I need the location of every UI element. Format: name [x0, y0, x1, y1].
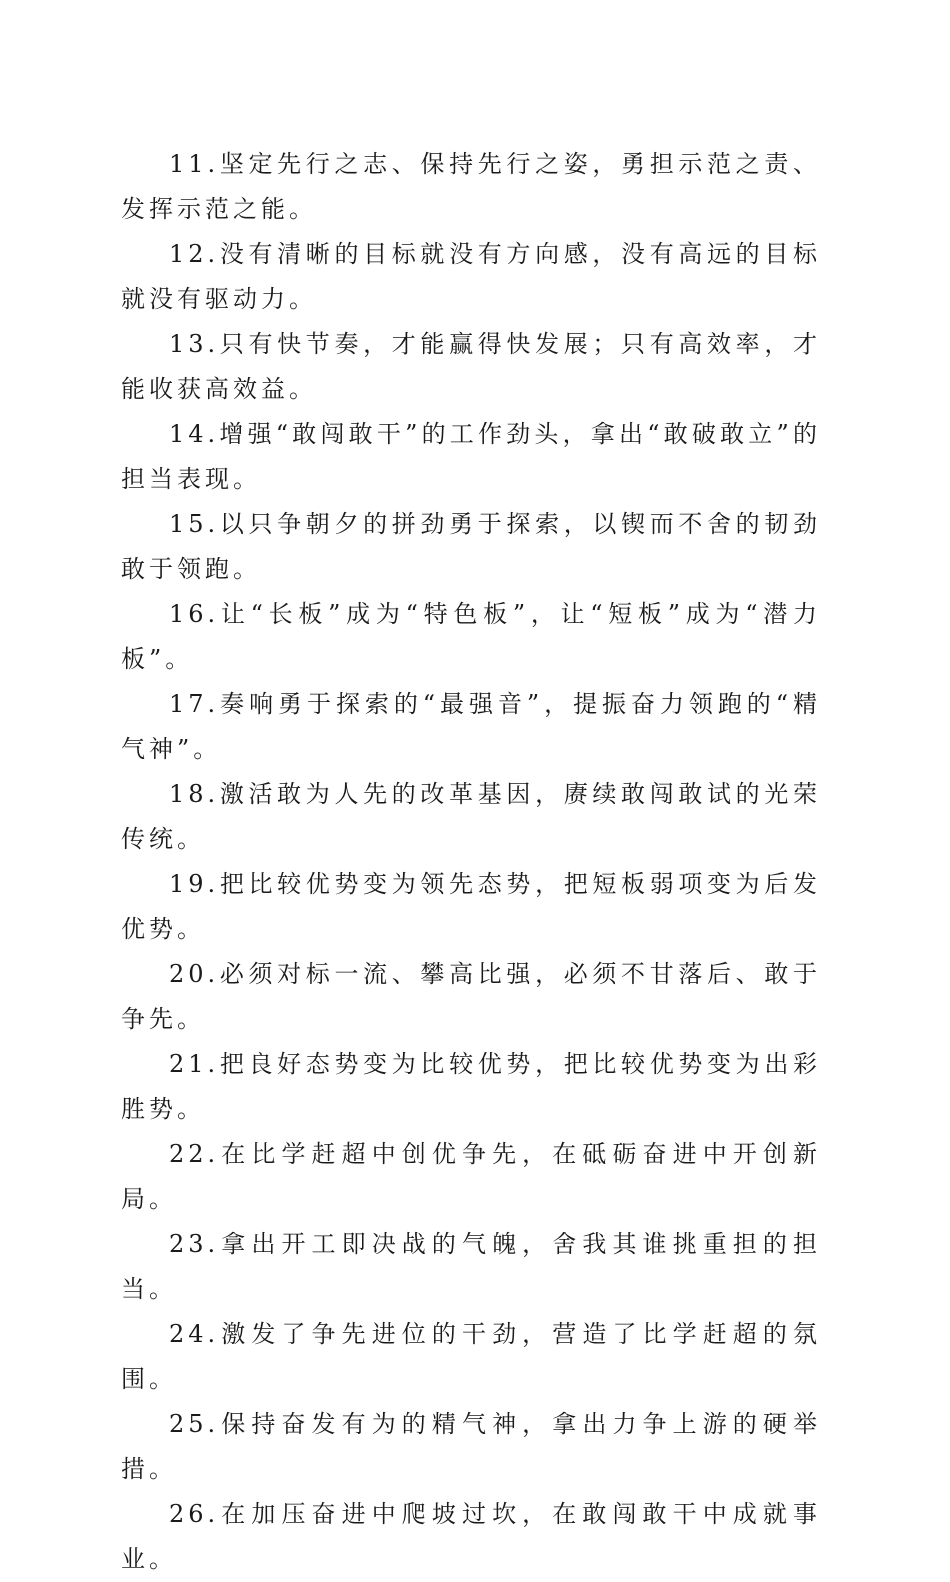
list-item: 16.让“长板”成为“特色板”，让“短板”成为“潜力板”。	[121, 600, 821, 673]
list-item: 20.必须对标一流、攀高比强，必须不甘落后、敢于争先。	[121, 960, 821, 1033]
list-item: 11.坚定先行之志、保持先行之姿，勇担示范之责、发挥示范之能。	[121, 150, 821, 223]
list-item: 21.把良好态势变为比较优势，把比较优势变为出彩胜势。	[121, 1050, 821, 1123]
list-item: 14.增强“敢闯敢干”的工作劲头，拿出“敢破敢立”的担当表现。	[121, 420, 821, 493]
list-item: 13.只有快节奏，才能赢得快发展；只有高效率，才能收获高效益。	[121, 330, 821, 403]
list-item: 19.把比较优势变为领先态势，把短板弱项变为后发优势。	[121, 870, 821, 943]
list-item: 25.保持奋发有为的精气神，拿出力争上游的硬举措。	[121, 1410, 821, 1483]
list-item: 15.以只争朝夕的拼劲勇于探索，以锲而不舍的韧劲敢于领跑。	[121, 510, 821, 583]
list-item: 17.奏响勇于探索的“最强音”，提振奋力领跑的“精气神”。	[121, 690, 821, 763]
list-item: 24.激发了争先进位的干劲，营造了比学赶超的氛围。	[121, 1320, 821, 1393]
list-item: 23.拿出开工即决战的气魄，舍我其谁挑重担的担当。	[121, 1230, 821, 1303]
list-item: 12.没有清晰的目标就没有方向感，没有高远的目标就没有驱动力。	[121, 240, 821, 313]
list-item: 26.在加压奋进中爬坡过坎，在敢闯敢干中成就事业。	[121, 1500, 821, 1573]
list-item: 22.在比学赶超中创优争先，在砥砺奋进中开创新局。	[121, 1140, 821, 1213]
list-item: 18.激活敢为人先的改革基因，赓续敢闯敢试的光荣传统。	[121, 780, 821, 853]
document-body	[121, 142, 821, 1582]
